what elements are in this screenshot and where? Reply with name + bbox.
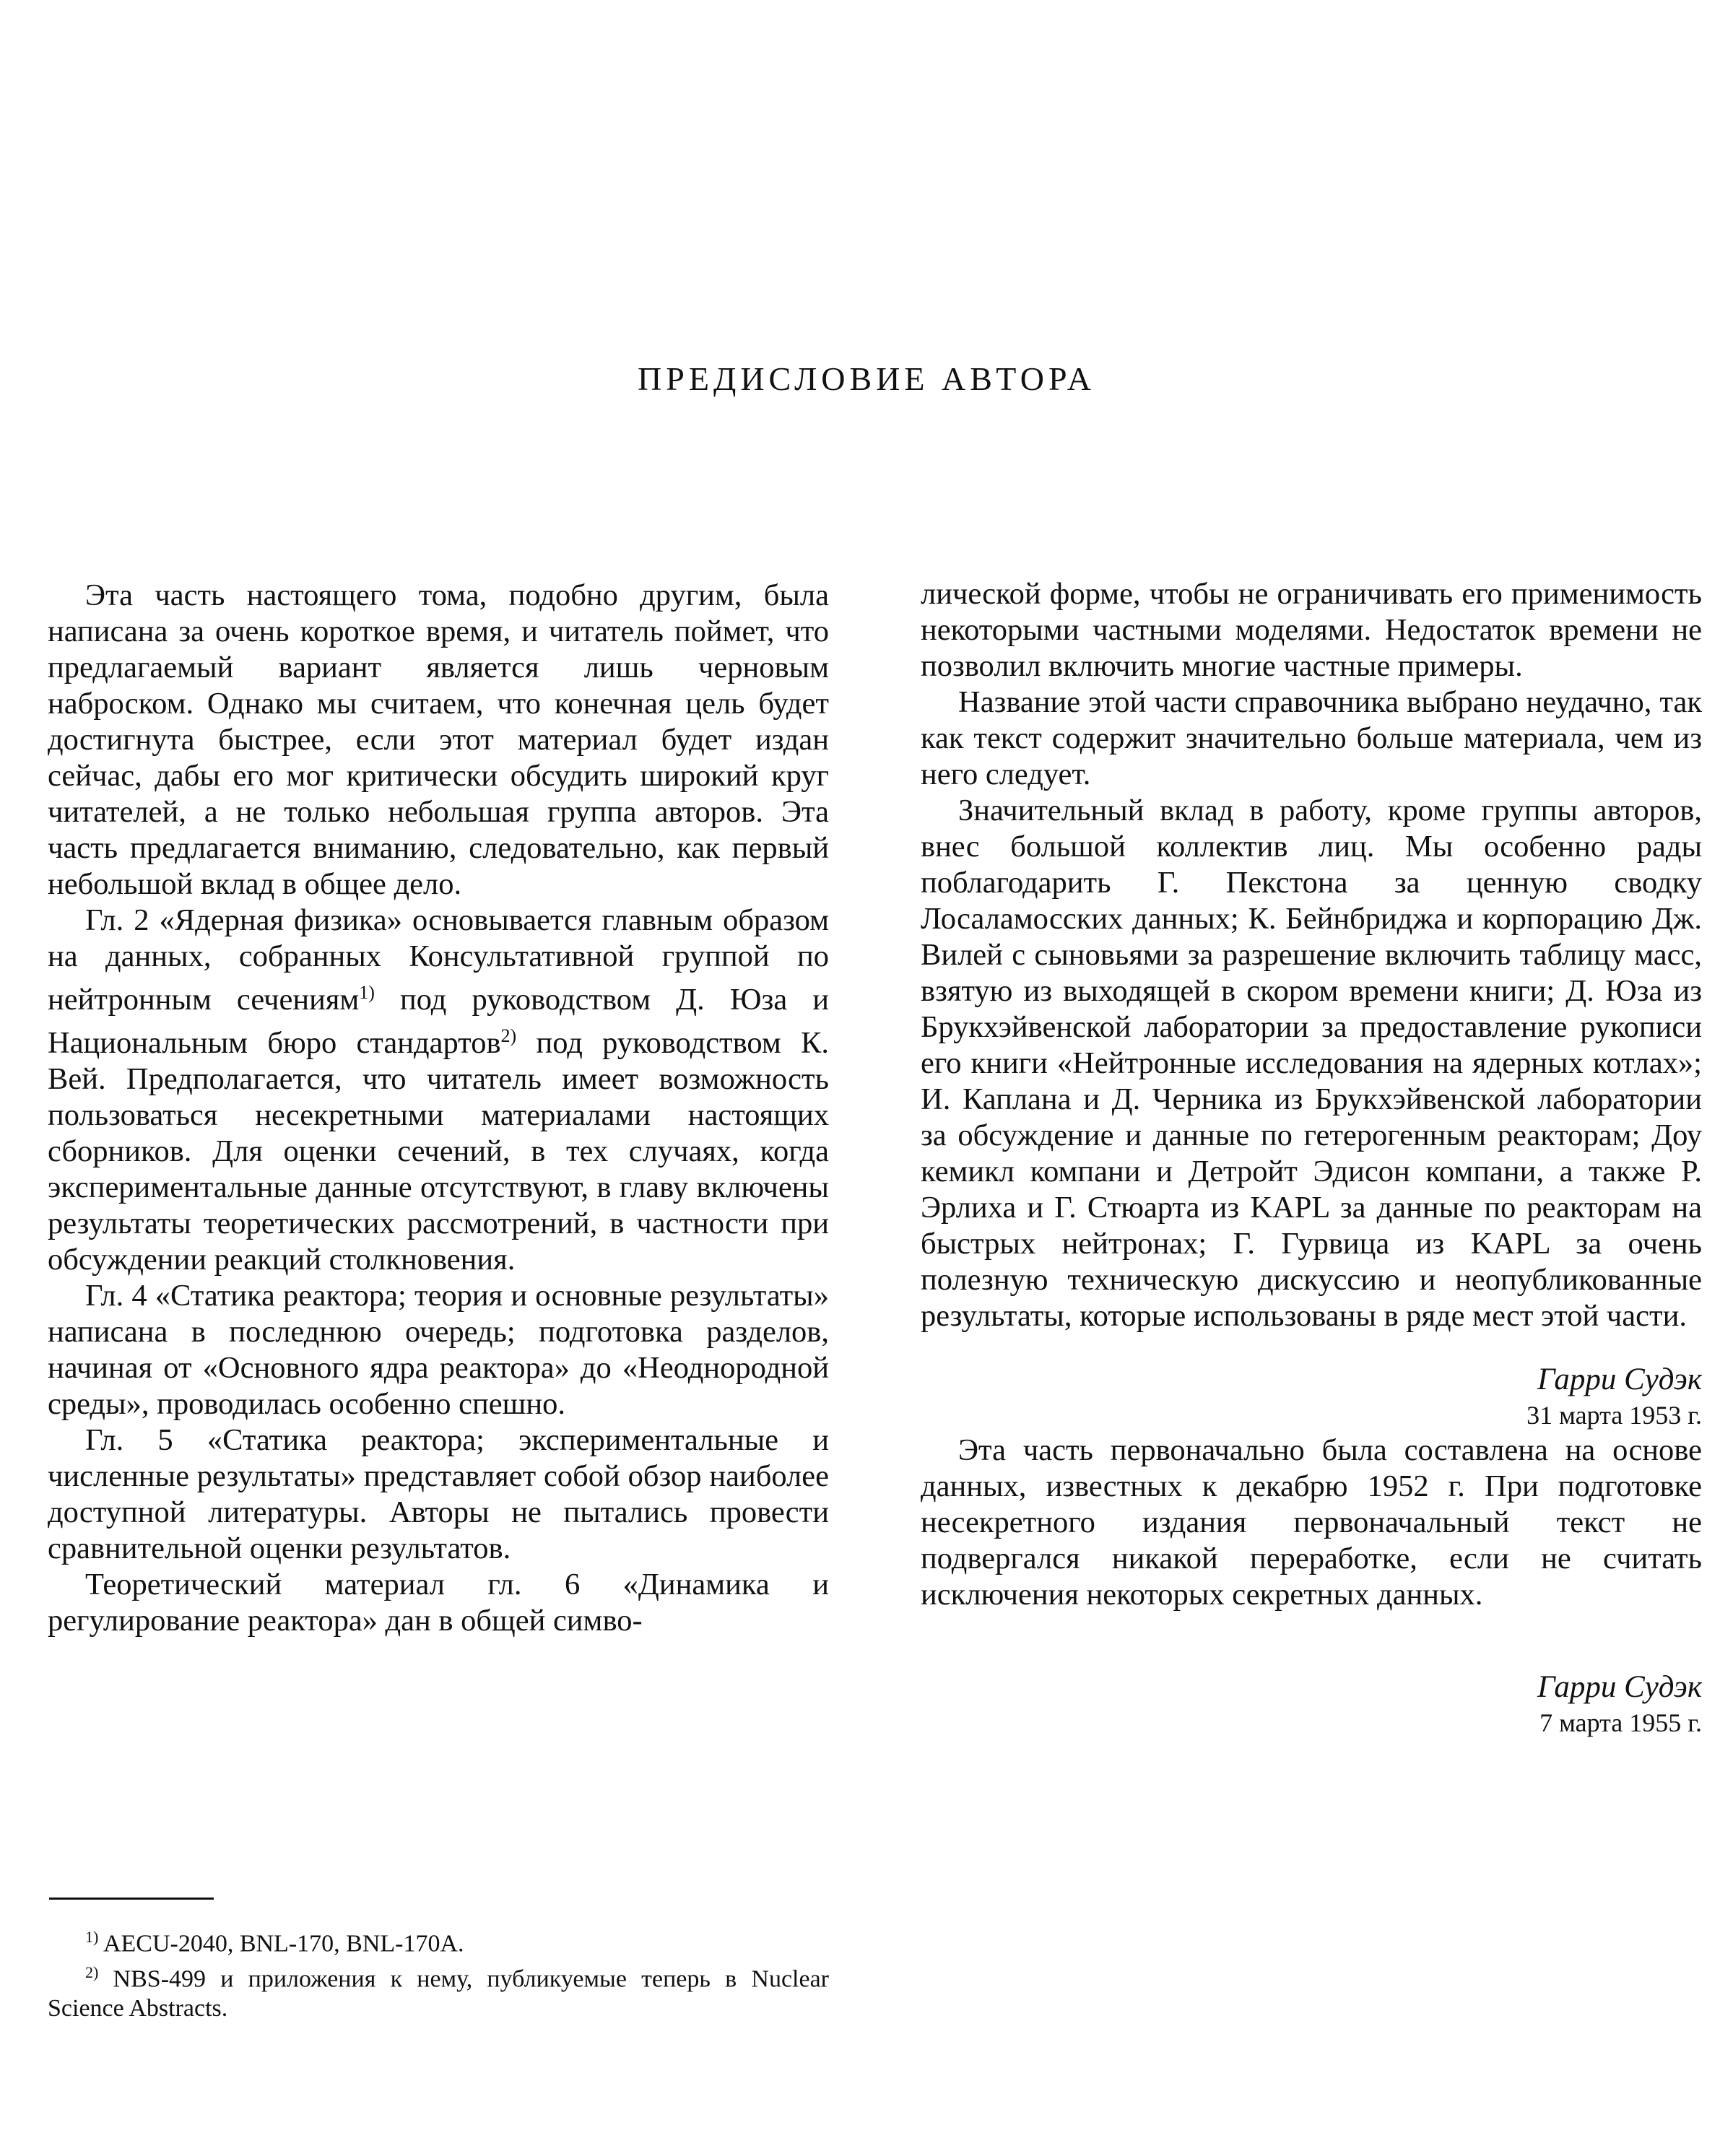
paragraph: Гл. 5 «Статика реактора; экспериментальные и численные результаты» представляет собой обзор наиболее доступной литературы. Авторы не пытались провести сравнительной оценки результатов.: [48, 1423, 829, 1566]
footnote-mark: 1): [85, 1928, 99, 1946]
footnote-text: NBS-499 и приложения к нему, публикуемые теперь в Nuclear Science Abstracts.: [48, 1965, 829, 2022]
footnote: [48, 1923, 829, 1958]
left-column: [48, 578, 829, 1639]
paragraph: Гл. 4 «Статика реактора; теория и основные результаты» написана в последнюю очередь; подготовка разделов, начиная от «Основного ядра реактора» до «Неоднородной среды», проводилась особенно спешно.: [48, 1279, 829, 1422]
author-signature: Гарри Судэк: [1537, 1670, 1702, 1704]
paragraph: лической форме, чтобы не ограничивать его применимость некоторыми частными моделями. Недостаток времени не позволил включить многие частные примеры.: [921, 577, 1702, 683]
signature-date: 31 марта 1953 г.: [1526, 1401, 1702, 1430]
paragraph: [48, 903, 829, 1278]
paragraph: Эта часть настоящего тома, подобно другим, была написана за очень короткое время, и читатель поймет, что предлагаемый вариант является лишь черновым наброском. Однако мы считаем, что конечная цель будет достигнута быстрее, если этот материал будет издан сейчас, дабы его мог критически обсудить широкий круг читателей, а не только небольшая группа авторов. Эта часть предлагается вниманию, следовательно, как первый небольшой вклад в общее дело.: [48, 578, 829, 901]
author-signature: Гарри Судэк: [1537, 1362, 1702, 1396]
paragraph: Эта часть первоначально была составлена на основе данных, известных к декабрю 1952 г. При подготовке несекретного издания первоначальный текст не подвергался никакой переработке, если не считать исключения некоторых секретных данных.: [921, 1433, 1702, 1612]
paragraph-text: под руководством К. Вей. Предполагается, что читатель имеет возможность пользоваться несекретными материалами настоящих сборников. Для оценки сечений, в тех случаях, когда экспериментальные данные отсутствуют, в главу включены результаты теоретических рассмотрений, в частности при обсуждении реакций столкновения.: [48, 1026, 829, 1277]
paragraph: Теоретический материал гл. 6 «Динамика и регулирование реактора» дан в общей симво-: [48, 1568, 829, 1638]
paragraph: Значительный вклад в работу, кроме группы авторов, внес большой коллектив лиц. Мы особенно рады поблагодарить Г. Пекстона за ценную сводку Лосаламосских данных; К. Бейнбриджа и корпорацию Дж. Вилей с сыновьями за разрешение включить таблицу масс, взятую из выходящей в скором времени книги; Д. Юза из Брукхэйвенской лаборатории за предоставление рукописи его книги «Нейтронные исследования на ядерных котлах»; И. Каплана и Д. Черника из Брукхэйвенской лаборатории за обсуждение и данные по гетерогенным реакторам; Доу кемикл компани и Детройт Эдисон компани, а также Р. Эрлиха и Г. Стюарта из KAPL за данные по реакторам на быстрых нейтронах; Г. Гурвица из KAPL за очень полезную техническую дискуссию и неопубликованные результаты, которые использованы в ряде мест этой части.: [921, 794, 1702, 1333]
page-title: ПРЕДИСЛОВИЕ АВТОРА: [638, 360, 1095, 397]
right-column: [921, 576, 1702, 1740]
footnote: [48, 1958, 829, 2022]
paragraph: Название этой части справочника выбрано неудачно, так как текст содержит значительно больше материала, чем из него следует.: [921, 685, 1702, 791]
footnote-ref: 2): [500, 1025, 517, 1047]
footnote-text: AECU-2040, BNL-170, BNL-170A.: [98, 1930, 464, 1957]
signature-date: 7 марта 1955 г.: [1539, 1708, 1702, 1737]
paragraph-text: под руководством Д. Юза и Национальным бюро стандартов: [48, 983, 829, 1061]
footnote-mark: 2): [85, 1963, 99, 1982]
footnote-ref: 1): [359, 982, 375, 1003]
footnotes: [48, 1923, 829, 2023]
paragraph-text: Гл. 2 «Ядерная физика» основывается главным образом на данных, собранных Консультативной группой по нейтронным сечениям: [48, 903, 829, 1017]
footnote-divider: [49, 1898, 214, 1900]
